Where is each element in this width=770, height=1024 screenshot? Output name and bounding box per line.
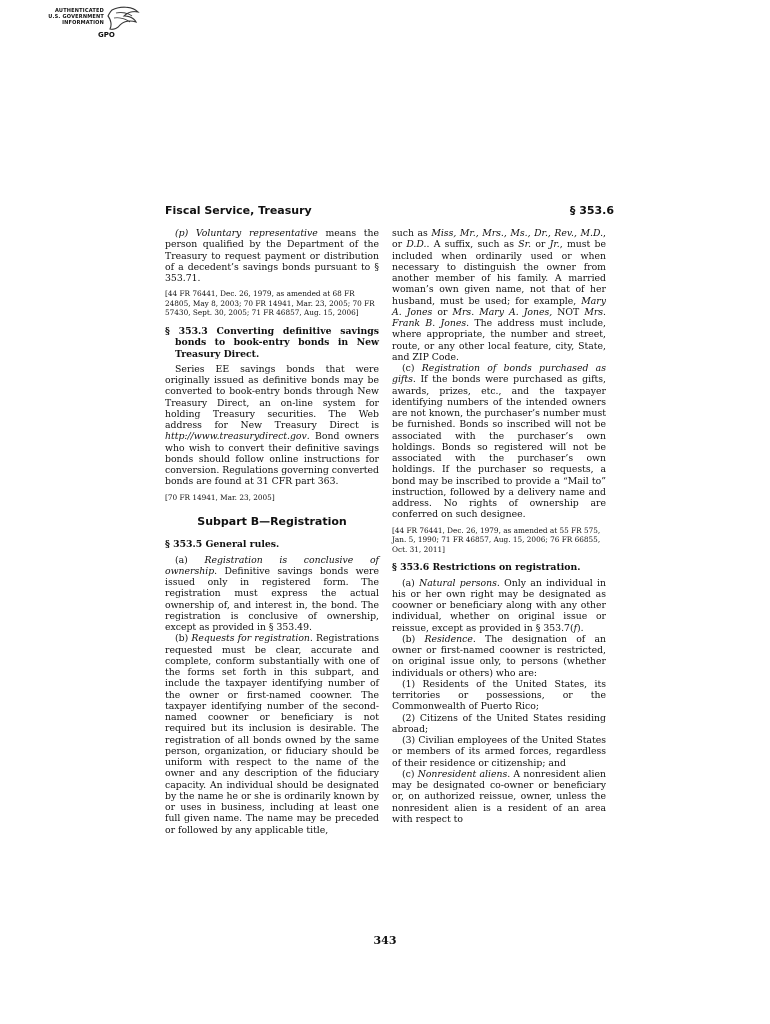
logo-line1: AUTHENTICATED <box>55 8 104 14</box>
header-agency: Fiscal Service, Treasury <box>165 204 312 217</box>
section-353-3-text <box>165 364 379 488</box>
paragraph-5b-continued <box>392 228 606 363</box>
eagle-icon <box>34 4 144 46</box>
section-353-3-heading: § 353.3 Converting definitive savings bonds to book-entry bonds in New Treasury Direct. <box>165 326 379 360</box>
citation-1: [44 FR 76441, Dec. 26, 1979, as amended at 68 FR 24805, May 8, 2003; 70 FR 14941, Mar. 23, 2005; 70 FR 57430, Sept. 30, 2005; 71 FR 46857, Aug. 15, 2006] <box>165 289 375 318</box>
cont-dd: D.D. <box>406 239 427 251</box>
section-353-5-heading: § 353.5 General rules. <box>165 539 280 551</box>
paragraph-5c-prefix: (c) <box>402 363 422 374</box>
cont-mary: Mary A. Jones <box>392 295 606 318</box>
cont-d: or <box>531 239 550 251</box>
left-column <box>165 228 379 836</box>
paragraph-5a-text: . Definitive savings bonds were issued only in registered form. The registration must express the actual ownership of, and interest in, the bond. The registration is conclusive of ownership, except as provided in § 353.49. <box>165 565 379 634</box>
paragraph-6c-term: Nonresident aliens <box>417 768 508 780</box>
section-353-3-text-b: . Bond owners who wish to convert their definitive savings bonds should follow online instructions for conversion. Regulations governing converted bonds are found at 31 CFR part 363. <box>165 431 379 488</box>
paragraph-5a-prefix: (a) <box>175 554 205 566</box>
page-number: 343 <box>373 934 397 947</box>
cont-e: , must be included when ordinarily used or when necessary to distinguish the owner from another member of his family. A married woman’s own given name, not that of her husband, must be used; for example, <box>392 239 607 307</box>
paragraph-6a-term: Natural persons <box>419 577 497 589</box>
paragraph-6b-text: . The designation of an owner or first-named coowner is restricted, on original issue only, to persons (whether individuals or others) who are: <box>392 633 606 679</box>
paragraph-5b-text: . Registrations requested must be clear, accurate and complete, conform substantially with one of the forms set forth in this subpart, and include the taxpayer identifying number of the owner or first-named coowner. The taxpayer identifying number of the second-named coowner or beneficiary is not required but its inclusion is desirable. The registration of all bonds owned by the same person, organization, or fiduciary should be uniform with respect to the name of the owner and any description of the fiduciary capacity. An individual should be designated by the name he or she is ordinarily known by or uses in business, including at least one full given name. The name may be preceded or followed by any applicable title, <box>165 633 379 836</box>
paragraph-5b-term: Requests for registration <box>191 633 310 645</box>
cont-f: or <box>432 306 453 318</box>
paragraph-6c-text: . A nonresident alien may be designated co-owner or beneficiary or, on authorized reissue, owner, unless the nonresident alien is a resident of an area with respect to <box>392 768 606 825</box>
list-item-3: (3) Civilian employees of the United States or members of its armed forces, regardless of their residence or citizenship; and <box>392 735 606 769</box>
paragraph-5a <box>165 555 379 634</box>
running-head <box>165 204 614 220</box>
cont-sr: Sr. <box>518 239 532 251</box>
citation-3: [44 FR 76441, Dec. 26, 1979, as amended at 55 FR 575, Jan. 5, 1990; 71 FR 46857, Aug. 15, 2006; 76 FR 66855, Oct. 31, 2011] <box>392 525 601 554</box>
paragraph-6b-term: Residence <box>424 633 473 645</box>
definition-voluntary-representative <box>165 228 379 284</box>
gpo-mark: GPO <box>98 31 115 39</box>
citation-2: [70 FR 14941, Mar. 23, 2005] <box>165 492 275 502</box>
cont-titles: Miss, Mr., Mrs., Ms., Dr., Rev., M.D. <box>431 228 604 239</box>
paragraph-5c-term: Registration of bonds purchased as gifts <box>392 363 606 386</box>
paragraph-5c-text: . If the bonds were purchased as gifts, awards, prizes, etc., and the taxpayer identifying numbers of the intended owners are not known, the purchaser’s number must be furnished. Bonds so inscribed will not be associated with the purchaser’s own holdings. Bonds so registered will not be associated with the purchaser’s own holdings. If the purchaser so requests, a bond may be inscribed to provide a “Mail to” instruction, followed by a delivery name and address. No rights of ownership are conferred on such designee. <box>392 374 606 521</box>
cont-c: . A suffix, such as <box>426 239 519 251</box>
paragraph-6a-f: f <box>573 622 578 634</box>
cont-mrs-mary: Mrs. Mary A. Jones, <box>452 306 553 318</box>
cont-h: The address must include, where appropriate, the number and street, route, or any other local feature, city, State, and ZIP Code. <box>392 318 607 363</box>
paragraph-5b <box>165 633 379 836</box>
paragraph-6b-prefix: (b) <box>402 633 425 645</box>
paragraph-6a-text-a: . Only an individual in his or her own right may be designated as coowner or beneficiary along with any other individual, whether on original issue or reissue, except as provided in § 353.7( <box>392 577 606 634</box>
right-column <box>392 228 606 825</box>
subpart-title: Subpart B—Registration <box>197 515 347 529</box>
paragraph-6c <box>392 769 606 825</box>
paragraph-6c-prefix: (c) <box>402 768 418 780</box>
paragraph-6b <box>392 634 606 679</box>
cont-g: NOT <box>552 306 585 318</box>
cont-a: such as <box>392 228 432 239</box>
cont-jr: Jr. <box>549 239 560 251</box>
authenticated-gpo-logo <box>34 4 144 46</box>
cont-frank: Mrs. Frank B. Jones. <box>392 306 607 329</box>
paragraph-6a-prefix: (a) <box>402 577 420 589</box>
paragraph-5c <box>392 363 606 521</box>
section-353-6-heading: § 353.6 Restrictions on registration. <box>392 562 581 574</box>
definition-text: means the person qualified by the Department of the Treasury to request payment or distribution of a decedent’s savings bonds pursuant to § 353.71. <box>165 228 379 284</box>
term-voluntary-representative: (p) Voluntary representative <box>175 228 318 239</box>
list-item-2: (2) Citizens of the United States residing abroad; <box>392 712 606 735</box>
paragraph-6a-text-b: ). <box>577 622 584 634</box>
paragraph-5a-term: Registration is conclusive of ownership <box>165 554 379 577</box>
logo-line2: U.S. GOVERNMENT <box>48 14 104 20</box>
treasurydirect-url: http://www.treasurydirect.gov <box>165 431 307 443</box>
logo-line3: INFORMATION <box>62 20 104 26</box>
paragraph-5b-prefix: (b) <box>175 633 192 645</box>
list-item-1: (1) Residents of the United States, its territories or possessions, or the Commonwealth of Puerto Rico; <box>392 678 606 713</box>
paragraph-6a <box>392 578 606 634</box>
cont-b: , or <box>392 228 606 251</box>
section-353-3-text-a: Series EE savings bonds that were originally issued as definitive bonds may be converted to book-entry bonds through New Treasury Direct, an on-line system for holding Treasury securities. The Web address for New Treasury Direct is <box>165 363 379 432</box>
header-section: § 353.6 <box>569 204 614 217</box>
